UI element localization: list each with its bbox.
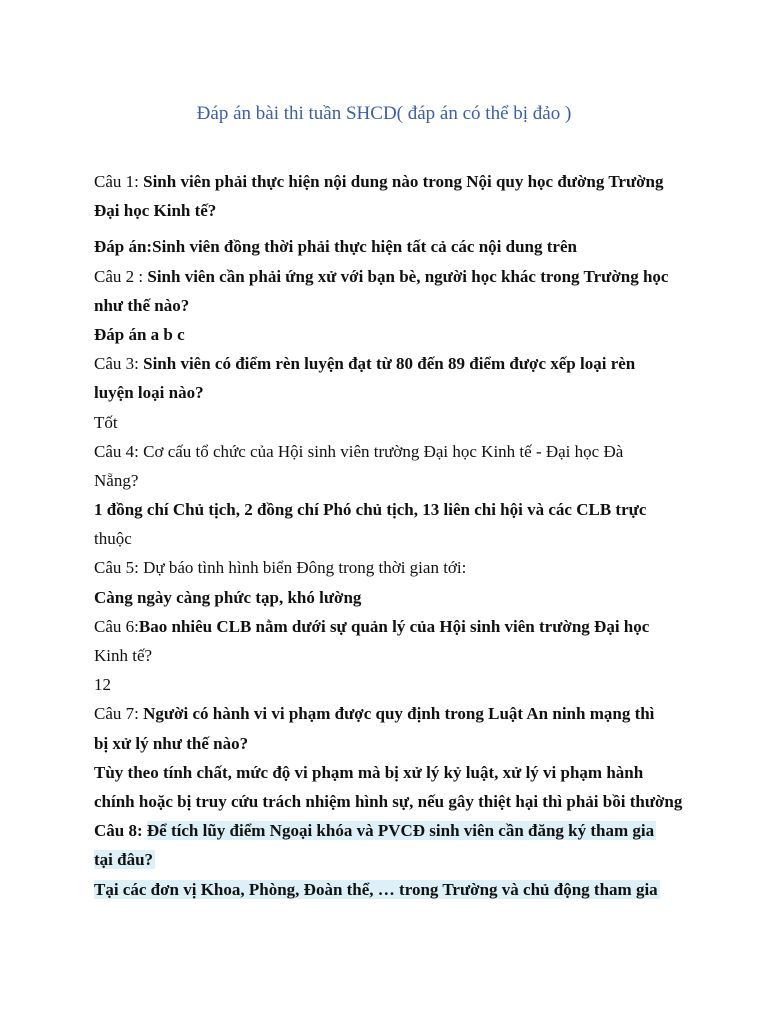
answer-3: Tốt <box>94 412 118 432</box>
answer-1-text: Sinh viên đồng thời phải thực hiện tất cả các nội dung trên <box>152 237 577 257</box>
qa-content <box>94 167 694 904</box>
question-6-prefix: Câu 6: <box>94 616 139 636</box>
question-4-prefix: Câu 4: <box>94 441 144 461</box>
question-3-line-2: luyện loại nào? <box>94 383 204 403</box>
question-7-prefix: Câu 7: <box>94 704 144 724</box>
question-5-line-1 <box>94 553 694 582</box>
question-8-prefix: Câu 8: <box>94 821 147 841</box>
answer-7-line-2: chính hoặc bị truy cứu trách nhiệm hình sự, nếu gây thiệt hại thì phải bồi thường <box>94 791 683 811</box>
answer-8-text: Tại các đơn vị Khoa, Phòng, Đoàn thể, … trong Trường và chủ động tham gia <box>94 879 658 899</box>
question-8-text-cont: tại đâu? <box>94 850 154 870</box>
question-1-line-1 <box>94 167 694 196</box>
question-2-line-1 <box>94 262 694 291</box>
question-5-text: Dự báo tình hình biển Đông trong thời gian tới: <box>143 558 467 578</box>
question-1-text: Sinh viên phải thực hiện nội dung nào trong Nội quy học đường Trường <box>143 172 664 191</box>
document-title: Đáp án bài thi tuần SHCD( đáp án có thể bị đảo ) <box>196 103 572 124</box>
question-1-prefix: Câu 1: <box>94 172 144 191</box>
answer-2: Đáp án a b c <box>94 324 185 344</box>
question-8-line-1 <box>94 816 694 845</box>
question-8-text: Để tích lũy điểm Ngoại khóa và PVCĐ sinh viên cần đăng ký tham gia <box>146 821 655 841</box>
question-5-prefix: Câu 5: <box>94 558 144 578</box>
question-7-text: Người có hành vi vi phạm được quy định trong Luật An ninh mạng thì <box>143 704 655 724</box>
question-3-text: Sinh viên có điểm rèn luyện đạt từ 80 đến 89 điểm được xếp loại rèn <box>143 354 636 374</box>
answer-8-line-1 <box>94 875 694 904</box>
question-7-line-2: bị xử lý như thế nào? <box>94 733 249 753</box>
answer-7-line-1: Tùy theo tính chất, mức độ vi phạm mà bị xử lý kỷ luật, xử lý vi phạm hành <box>94 762 644 782</box>
question-2-line-2: như thế nào? <box>94 295 190 315</box>
answer-1-prefix: Đáp án: <box>94 237 153 257</box>
answer-5: Càng ngày càng phức tạp, khó lường <box>94 587 362 607</box>
question-2-prefix: Câu 2 : <box>94 266 148 286</box>
question-3-line-1 <box>94 349 694 378</box>
question-8-line-2 <box>94 845 694 874</box>
question-7-line-1 <box>94 699 694 728</box>
question-6-text: Bao nhiêu CLB nằm dưới sự quản lý của Hội sinh viên trường Đại học <box>138 616 650 636</box>
answer-4-line-1: 1 đồng chí Chủ tịch, 2 đồng chí Phó chủ tịch, 13 liên chi hội và các CLB trực <box>94 500 647 520</box>
answer-1 <box>94 232 694 261</box>
question-1-line-2: Đại học Kinh tế? <box>94 201 217 221</box>
question-2-text: Sinh viên cần phải ứng xử với bạn bè, người học khác trong Trường học <box>147 266 669 286</box>
answer-6: 12 <box>94 675 111 695</box>
answer-4-line-2: thuộc <box>94 529 132 549</box>
question-6-line-1 <box>94 612 694 641</box>
question-6-line-2: Kinh tế? <box>94 646 153 665</box>
question-4-line-1 <box>94 437 694 466</box>
question-4-text: Cơ cấu tổ chức của Hội sinh viên trường Đại học Kinh tế - Đại học Đà <box>143 441 624 461</box>
question-3-prefix: Câu 3: <box>94 354 144 374</box>
question-4-line-2: Nẵng? <box>94 470 139 490</box>
